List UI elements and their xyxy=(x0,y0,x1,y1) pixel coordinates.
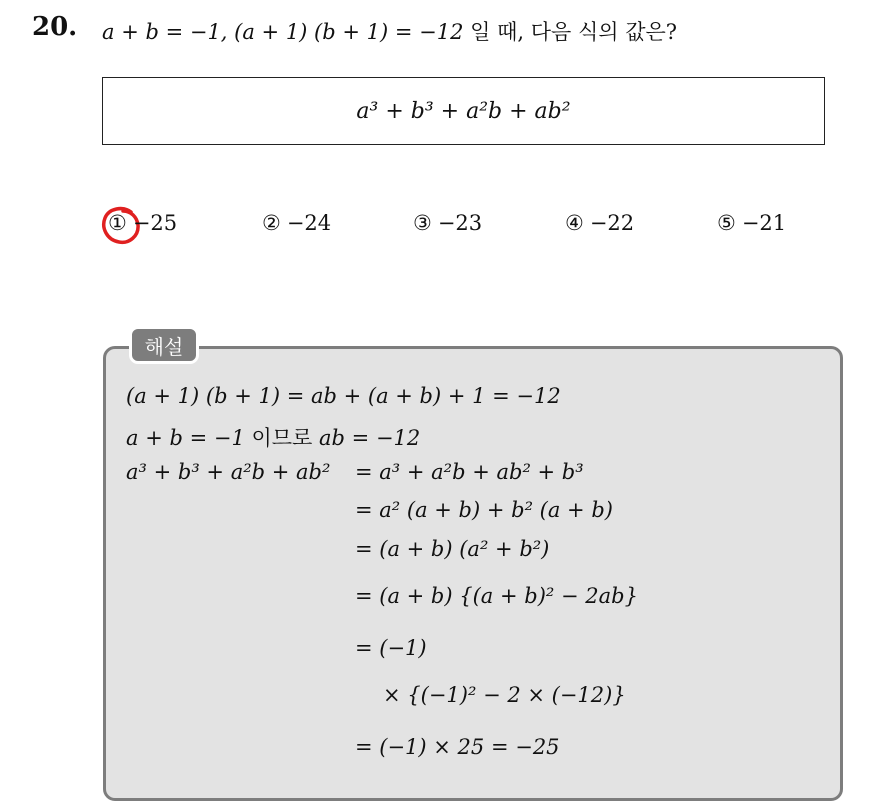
solution-line-9: = (−1) × 25 = −25 xyxy=(355,735,560,759)
solution-line-8: × {(−1)² − 2 × (−12)} xyxy=(383,683,626,707)
question-condition: a + b = −1, (a + 1) (b + 1) = −12 xyxy=(102,20,464,44)
choice-5-number: ⑤ xyxy=(717,211,736,235)
choice-1-number: ① xyxy=(108,211,127,235)
choice-4-number: ④ xyxy=(565,211,584,235)
solution-line-7: = (−1) xyxy=(355,636,427,660)
choice-2[interactable] xyxy=(262,211,331,235)
solution-line-6: = (a + b) {(a + b)² − 2ab} xyxy=(355,584,638,608)
choice-4-value: −22 xyxy=(589,211,635,235)
solution-line-4: = a² (a + b) + b² (a + b) xyxy=(355,498,613,522)
solution-line-5: = (a + b) (a² + b²) xyxy=(355,537,550,561)
choice-5-value: −21 xyxy=(741,211,787,235)
choice-5[interactable] xyxy=(717,211,786,235)
choice-3-number: ③ xyxy=(413,211,432,235)
choice-2-value: −24 xyxy=(286,211,332,235)
solution-line-3-lhs: a³ + b³ + a²b + ab² xyxy=(126,460,331,484)
solution-line-2b: 이므로 xyxy=(244,426,320,450)
solution-title: 해설 xyxy=(129,326,199,364)
choice-3-value: −23 xyxy=(437,211,483,235)
choice-2-number: ② xyxy=(262,211,281,235)
question-number: 20. xyxy=(32,12,78,42)
solution-line-1: (a + 1) (b + 1) = ab + (a + b) + 1 = −12 xyxy=(126,384,561,408)
solution-line-3-rhs: = a³ + a²b + ab² + b³ xyxy=(355,460,584,484)
choice-1[interactable] xyxy=(108,211,177,235)
choice-3[interactable] xyxy=(413,211,482,235)
choice-1-value: −25 xyxy=(132,211,178,235)
question-prompt: 일 때, 다음 식의 값은? xyxy=(463,20,678,44)
solution-line-2 xyxy=(126,422,420,452)
solution-panel xyxy=(103,346,843,801)
solution-line-2c: ab = −12 xyxy=(319,426,421,450)
solution-line-2a: a + b = −1 xyxy=(126,426,245,450)
expression-box: a³ + b³ + a²b + ab² xyxy=(102,77,825,145)
choice-4[interactable] xyxy=(565,211,634,235)
question-text xyxy=(102,16,677,46)
